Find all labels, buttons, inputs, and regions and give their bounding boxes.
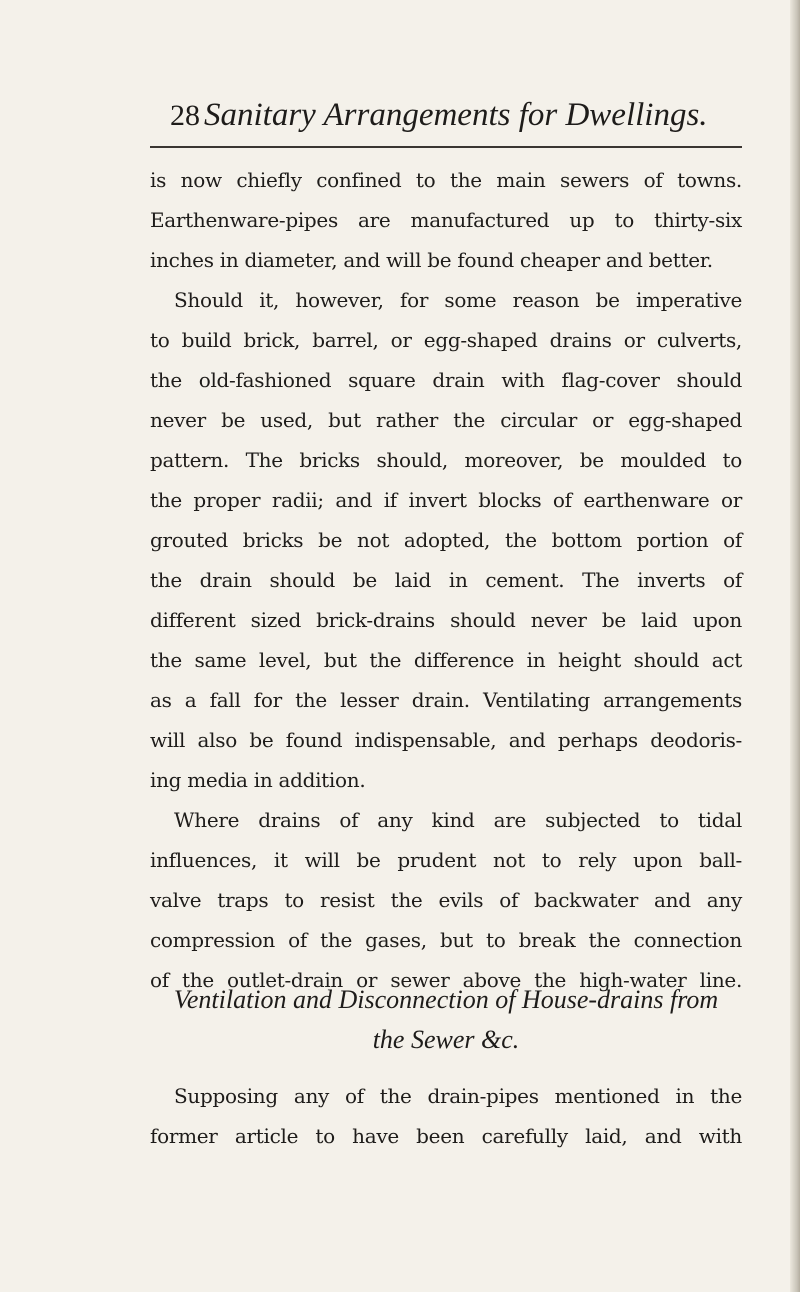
paragraph-1 [150,160,742,280]
text-line: ing media in addition. [150,768,366,792]
text-line: Earthenware-pipes are manufactured up to thirty-six [150,208,742,232]
text-line: influences, it will be prudent not to rely upon ball- [150,848,742,872]
paragraph-3 [150,1076,742,1156]
text-line: former article to have been carefully laid, and with [150,1124,742,1148]
text-line: the old-fashioned square drain with flag-cover should [150,368,742,392]
header-rule [150,146,742,148]
text-line: to build brick, barrel, or egg-shaped drains or culverts, [150,328,742,352]
text-line: will also be found indispensable, and perhaps deodoris- [150,728,742,752]
section-heading-line-2: the Sewer &c. [372,1025,520,1054]
text-line: Where drains of any kind are subjected to tidal [174,808,742,832]
page-edge-shadow [790,0,800,1292]
text-line: Supposing any of the drain-pipes mentioned in the [174,1084,742,1108]
text-line: pattern. The bricks should, moreover, be moulded to [150,448,742,472]
text-line: compression of the gases, but to break the connection [150,928,742,952]
text-line: as a fall for the lesser drain. Ventilating arrangements [150,688,742,712]
section-heading-line-1: Ventilation and Disconnection of House-drains from [173,985,719,1014]
section-heading [150,980,742,1060]
text-line: of the outlet-drain or sewer above the high-water line. [150,968,742,992]
body-text [150,160,742,1000]
text-line: the drain should be laid in cement. The inverts of [150,568,742,592]
text-line: valve traps to resist the evils of backwater and any [150,888,742,912]
paragraph-2 [150,280,742,800]
paragraph-tidal [150,800,742,1000]
text-line: inches in diameter, and will be found cheaper and better. [150,248,713,272]
text-line: the proper radii; and if invert blocks of earthenware or [150,488,742,512]
text-line: grouted bricks be not adopted, the bottom portion of [150,528,742,552]
text-line: Should it, however, for some reason be imperative [174,288,742,312]
page-header [150,96,740,146]
page-number: 28 [170,99,200,132]
text-line: the same level, but the difference in height should act [150,648,742,672]
text-line: never be used, but rather the circular or egg-shaped [150,408,742,432]
text-line: is now chiefly confined to the main sewers of towns. [150,168,742,192]
text-line: different sized brick-drains should never be laid upon [150,608,742,632]
running-title: Sanitary Arrangements for Dwellings. [204,97,708,133]
